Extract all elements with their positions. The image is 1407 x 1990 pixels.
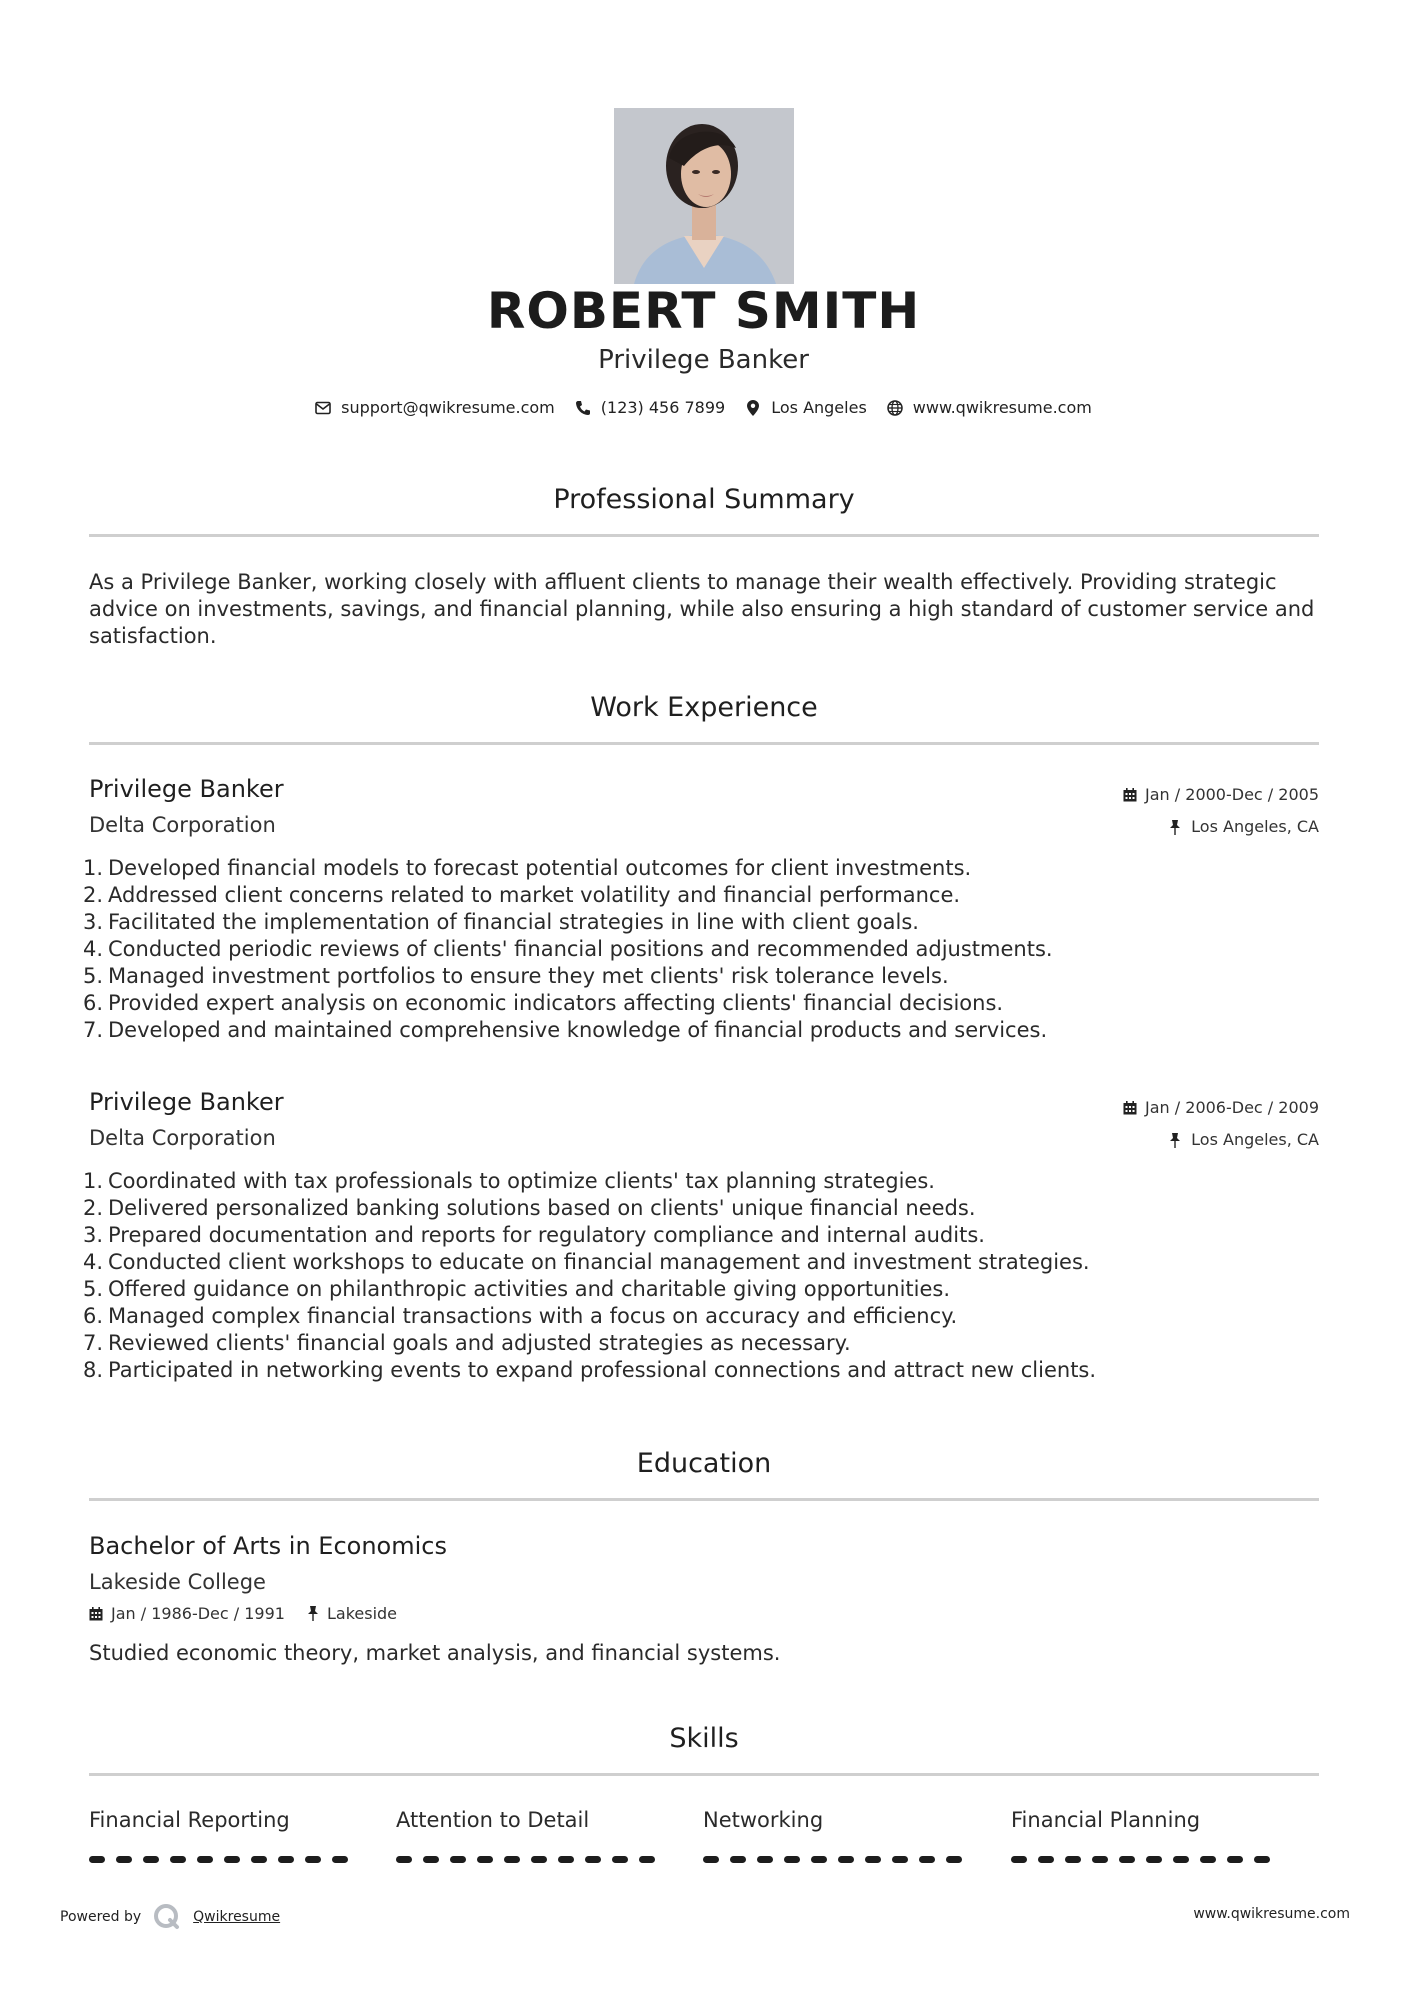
contact-email: support@qwikresume.com — [315, 398, 555, 417]
calendar-icon — [1123, 1101, 1137, 1115]
contact-location: Los Angeles — [745, 398, 867, 417]
summary-text: As a Privilege Banker, working closely with affluent clients to manage their wealth effectively. Providing strategic advice on investments, savings, and financial planning, while also ensuring a high standard of customer service and satisfaction. — [89, 570, 1315, 648]
skill-name: Networking — [703, 1808, 824, 1832]
list-item: 3. Facilitated the implementation of financial strategies in line with client goals. — [82, 910, 919, 934]
job-company: Delta Corporation — [89, 813, 276, 837]
qwikresume-link[interactable]: Qwikresume — [193, 1909, 281, 1925]
contact-website: www.qwikresume.com — [887, 398, 1092, 417]
skill-rating — [1011, 1856, 1270, 1863]
education-dates: Jan / 1986-Dec / 1991 — [111, 1604, 285, 1623]
globe-icon — [887, 400, 903, 416]
job-location: Los Angeles, CA — [1169, 817, 1319, 836]
candidate-title: Privilege Banker — [598, 345, 809, 375]
list-item: 4. Conducted client workshops to educate on financial management and investment strategies. — [82, 1250, 1090, 1274]
map-pin-icon — [745, 400, 761, 416]
list-item: 7. Reviewed clients' financial goals and adjusted strategies as necessary. — [82, 1331, 851, 1355]
skill-rating — [89, 1856, 348, 1863]
pushpin-icon — [1169, 1133, 1183, 1147]
job-title: Privilege Banker — [89, 1088, 284, 1116]
experience-heading: Work Experience — [590, 692, 818, 723]
education-description: Studied economic theory, market analysis, and financial systems. — [89, 1641, 781, 1665]
envelope-icon — [315, 400, 331, 416]
job-company: Delta Corporation — [89, 1126, 276, 1150]
education-location: Lakeside — [326, 1604, 398, 1623]
summary-divider — [89, 534, 1319, 537]
phone-icon — [575, 400, 591, 416]
profile-photo — [614, 108, 794, 284]
list-item: 6. Provided expert analysis on economic indicators affecting clients' financial decisions. — [82, 991, 1004, 1015]
degree-title: Bachelor of Arts in Economics — [89, 1532, 447, 1560]
skill-name: Financial Reporting — [89, 1808, 290, 1832]
calendar-icon — [1123, 788, 1137, 802]
list-item: 6. Managed complex financial transactions with a focus on accuracy and efficiency. — [82, 1304, 958, 1328]
job-title: Privilege Banker — [89, 775, 284, 803]
pushpin-icon — [307, 1606, 319, 1621]
job-dates: Jan / 2006-Dec / 2009 — [1123, 1098, 1319, 1117]
qwikresume-logo-icon — [153, 1903, 181, 1931]
skill-name: Financial Planning — [1011, 1808, 1201, 1832]
list-item: 4. Conducted periodic reviews of clients' financial positions and recommended adjustments. — [82, 937, 1053, 961]
job-duties-list — [80, 1168, 1320, 1384]
contact-phone: (123) 456 7899 — [575, 398, 725, 417]
school-name: Lakeside College — [89, 1570, 266, 1594]
list-item: 2. Delivered personalized banking solutions based on clients' unique financial needs. — [82, 1196, 976, 1220]
contact-bar — [0, 398, 1407, 417]
job-location: Los Angeles, CA — [1169, 1130, 1319, 1149]
calendar-icon — [89, 1607, 103, 1621]
skills-heading: Skills — [669, 1723, 739, 1754]
job-duties-list — [80, 855, 1320, 1044]
list-item: 5. Offered guidance on philanthropic activities and charitable giving opportunities. — [82, 1277, 951, 1301]
experience-divider — [89, 742, 1319, 745]
powered-by-footer — [60, 1903, 280, 1931]
education-divider — [89, 1498, 1319, 1501]
education-heading: Education — [636, 1448, 772, 1479]
skill-rating — [703, 1856, 962, 1863]
candidate-name: ROBERT SMITH — [486, 282, 921, 340]
skills-divider — [89, 1773, 1319, 1776]
list-item: 1. Coordinated with tax professionals to optimize clients' tax planning strategies. — [82, 1169, 935, 1193]
skill-rating — [396, 1856, 655, 1863]
education-meta — [89, 1604, 397, 1623]
job-dates: Jan / 2000-Dec / 2005 — [1123, 785, 1319, 804]
list-item: 8. Participated in networking events to expand professional connections and attract new clients. — [82, 1358, 1097, 1382]
footer-website[interactable]: www.qwikresume.com — [1193, 1906, 1350, 1922]
powered-by-label: Powered by — [60, 1909, 142, 1925]
list-item: 5. Managed investment portfolios to ensure they met clients' risk tolerance levels. — [82, 964, 949, 988]
skill-name: Attention to Detail — [396, 1808, 590, 1832]
pushpin-icon — [1169, 820, 1183, 834]
list-item: 7. Developed and maintained comprehensive knowledge of financial products and services. — [82, 1018, 1048, 1042]
list-item: 2. Addressed client concerns related to market volatility and financial performance. — [82, 883, 961, 907]
list-item: 1. Developed financial models to forecast potential outcomes for client investments. — [82, 856, 972, 880]
summary-heading: Professional Summary — [553, 484, 855, 515]
list-item: 3. Prepared documentation and reports for regulatory compliance and internal audits. — [82, 1223, 985, 1247]
